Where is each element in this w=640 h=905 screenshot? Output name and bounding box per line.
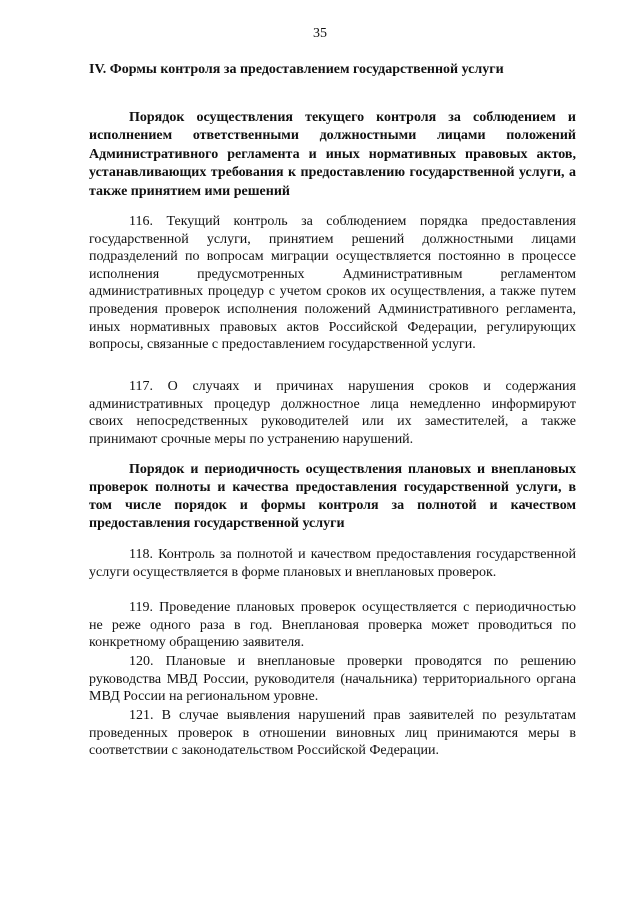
paragraph-118: 118. Контроль за полнотой и качеством предоставления государственной услуги осуществляется в форме плановых и внеплановых проверок. bbox=[89, 547, 576, 580]
subsection-heading-current-control: Порядок осуществления текущего контроля за соблюдением и исполнением ответственными должностными лицами положений Административного регламента и иных нормативных правовых актов, устанавливающих требования к предоставлению государственной услуги, а также принятием ими решений bbox=[89, 110, 576, 199]
paragraph-116: 116. Текущий контроль за соблюдением порядка предоставления государственной услуги, принятием решений должностными лицами подразделений по вопросам миграции осуществляется постоянно в процессе исполнения предусмотренных Административным регламентом административных процедур с учетом сроков их осуществления, а также путем проведения проверок исполнения положений Административного регламента, иных нормативных правовых актов Российской Федерации, регулирующих вопросы, связанные с предоставлением государственной услуги. bbox=[89, 214, 576, 353]
subsection-heading-inspections: Порядок и периодичность осуществления плановых и внеплановых проверок полноты и качества предоставления государственной услуги, в том числе порядок и формы контроля за полнотой и качеством предоставления государственной услуги bbox=[89, 462, 576, 531]
paragraph-120: 120. Плановые и внеплановые проверки проводятся по решению руководства МВД России, руководителя (начальника) территориального органа МВД России на региональном уровне. bbox=[89, 654, 576, 705]
paragraph-121: 121. В случае выявления нарушений прав заявителей по результатам проведенных проверок в отношении виновных лиц принимаются меры в соответствии с законодательством Российской Федерации. bbox=[89, 708, 576, 759]
paragraph-119: 119. Проведение плановых проверок осуществляется с периодичностью не реже одного раза в год. Внеплановая проверка может проводиться по конкретному обращению заявителя. bbox=[89, 600, 576, 651]
section-title: IV. Формы контроля за предоставлением государственной услуги bbox=[89, 62, 504, 77]
paragraph-117: 117. О случаях и причинах нарушения сроков и содержания административных процедур должностное лица немедленно информируют своих непосредственных руководителей или их заместителей, а также принимают срочные меры по устранению нарушений. bbox=[89, 379, 576, 447]
page-number: 35 bbox=[313, 26, 327, 41]
